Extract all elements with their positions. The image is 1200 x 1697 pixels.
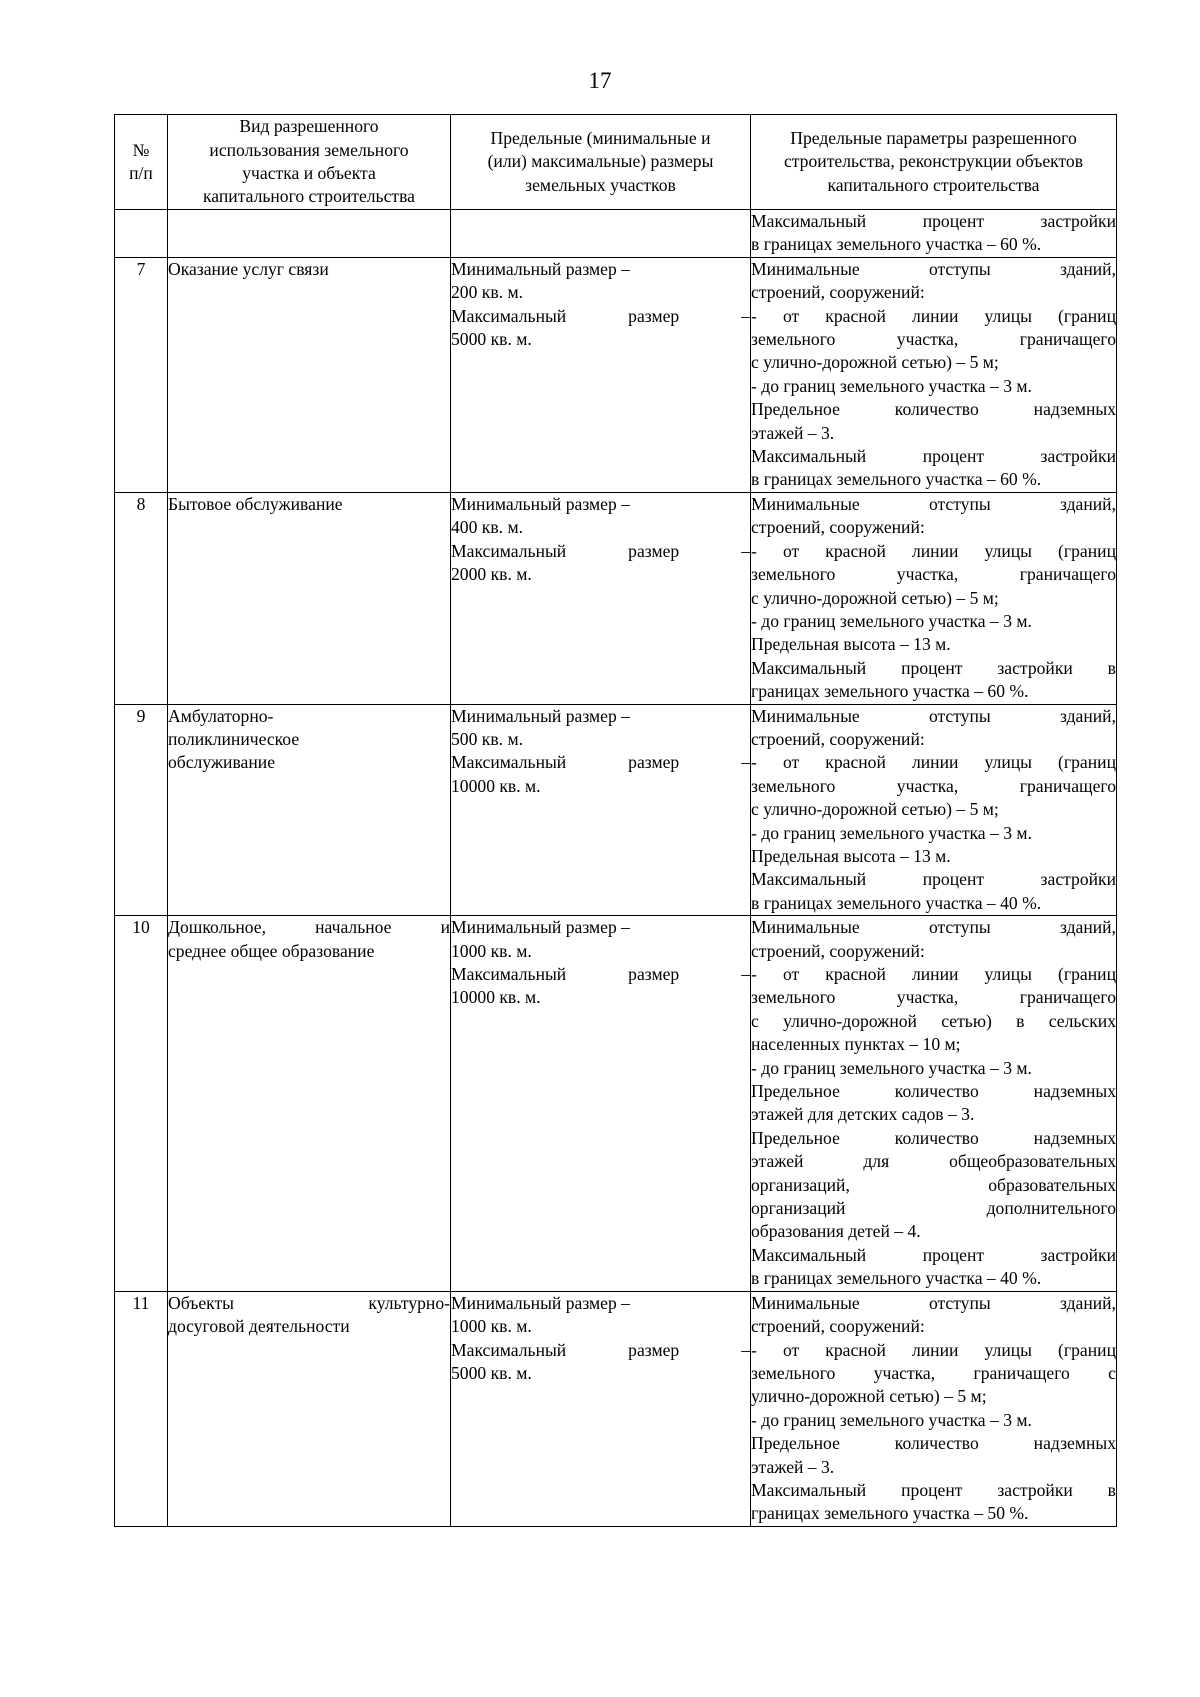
cell-line: обслуживание xyxy=(168,752,275,773)
cell-line: строений, сооружений: xyxy=(751,728,925,749)
construction-parameters-cell xyxy=(751,257,1117,492)
cell-line: с улично-дорожной сетью) – 5 м; xyxy=(751,799,999,820)
cell-line: Минимальный размер – xyxy=(451,493,630,514)
permitted-use-cell xyxy=(168,1291,451,1526)
cell-line: Дошкольное, начальное и xyxy=(168,917,450,938)
header-line: Вид разрешенного xyxy=(239,116,379,137)
cell-line: организаций дополнительного xyxy=(751,1198,1116,1219)
header-permitted-use xyxy=(168,115,451,210)
row-number: 11 xyxy=(115,1291,168,1526)
permitted-use-cell xyxy=(168,210,451,258)
cell-line: этажей – 3. xyxy=(751,422,835,443)
row-number: 8 xyxy=(115,492,168,704)
table-row xyxy=(115,210,1117,258)
cell-line: Минимальные отступы зданий, xyxy=(751,493,1116,514)
cell-line: 200 кв. м. xyxy=(451,282,523,303)
cell-line: с улично-дорожной сетью) – 5 м; xyxy=(751,352,999,373)
cell-line: строений, сооружений: xyxy=(751,1316,925,1337)
row-number: 10 xyxy=(115,916,168,1292)
cell-line: границах земельного участка – 50 %. xyxy=(751,1503,1029,1524)
cell-line: - от красной линии улицы (границ xyxy=(751,540,1116,561)
table-row xyxy=(115,1291,1117,1526)
cell-line: с улично-дорожной сетью) – 5 м; xyxy=(751,587,999,608)
cell-line: организаций, образовательных xyxy=(751,1174,1116,1195)
cell-line: Минимальные отступы зданий, xyxy=(751,705,1116,726)
cell-line: - от красной линии улицы (границ xyxy=(751,305,1116,326)
cell-line: - от красной линии улицы (границ xyxy=(751,964,1116,984)
cell-line: в границах земельного участка – 40 %. xyxy=(751,1268,1042,1289)
cell-line: Минимальный размер – xyxy=(451,705,630,726)
table-row xyxy=(115,704,1117,916)
cell-line: Амбулаторно- xyxy=(168,705,274,726)
cell-line: земельного участка, граничащего xyxy=(751,775,1116,796)
header-number xyxy=(115,115,168,210)
cell-line: 1000 кв. м. xyxy=(451,940,532,961)
cell-line: 1000 кв. м. xyxy=(451,1316,532,1337)
header-line: Предельные (минимальные и xyxy=(490,127,711,148)
construction-parameters-cell xyxy=(751,1291,1117,1526)
cell-line: Оказание услуг связи xyxy=(168,258,329,279)
header-line: использования земельного xyxy=(209,139,409,160)
permitted-use-cell xyxy=(168,257,451,492)
row-number xyxy=(115,210,168,258)
cell-line: Минимальный размер – xyxy=(451,258,630,279)
plot-size-cell xyxy=(451,492,751,704)
cell-line: этажей для общеобразовательных xyxy=(751,1151,1116,1172)
cell-line: Максимальный процент застройки xyxy=(751,1244,1116,1265)
cell-line: земельного участка, граничащего с xyxy=(751,1362,1116,1383)
cell-line: строений, сооружений: xyxy=(751,517,925,538)
cell-line: Максимальный размер – xyxy=(451,1339,750,1360)
cell-line: 500 кв. м. xyxy=(451,728,523,749)
cell-line: Максимальный процент застройки xyxy=(751,446,1116,467)
header-line: п/п xyxy=(129,163,153,183)
cell-line: Максимальный процент застройки xyxy=(751,211,1116,231)
header-line: земельных участков xyxy=(525,174,676,195)
cell-line: Минимальные отступы зданий, xyxy=(751,258,1116,279)
cell-line: Бытовое обслуживание xyxy=(168,493,343,514)
page-number: 17 xyxy=(588,68,612,93)
construction-parameters-cell xyxy=(751,492,1117,704)
cell-line: Объекты культурно- xyxy=(168,1292,450,1313)
cell-line: Минимальные отступы зданий, xyxy=(751,1292,1116,1313)
row-number: 9 xyxy=(115,704,168,916)
header-line: № xyxy=(132,139,150,160)
cell-line: поликлиническое xyxy=(168,728,300,749)
construction-parameters-cell xyxy=(751,916,1117,1292)
cell-line: - до границ земельного участка – 3 м. xyxy=(751,1409,1032,1430)
cell-line: 5000 кв. м. xyxy=(451,329,532,350)
header-construction-parameters xyxy=(751,115,1117,210)
plot-size-cell xyxy=(451,916,751,1292)
cell-line: - до границ земельного участка – 3 м. xyxy=(751,375,1032,396)
cell-line: границах земельного участка – 60 %. xyxy=(751,681,1029,702)
header-line: (или) максимальные) размеры xyxy=(487,151,714,172)
header-plot-size-limits xyxy=(451,115,751,210)
cell-line: Предельное количество надземных xyxy=(751,1433,1116,1454)
cell-line: строений, сооружений: xyxy=(751,282,925,303)
plot-size-cell xyxy=(451,257,751,492)
cell-line: Максимальный процент застройки в xyxy=(751,657,1116,678)
cell-line: земельного участка, граничащего xyxy=(751,564,1116,585)
construction-parameters-cell xyxy=(751,704,1117,916)
cell-line: образования детей – 4. xyxy=(751,1221,921,1242)
cell-line: Максимальный процент застройки в xyxy=(751,1479,1116,1500)
permitted-use-cell xyxy=(168,492,451,704)
cell-line: Предельная высота – 13 м. xyxy=(751,845,951,866)
plot-size-cell xyxy=(451,704,751,916)
cell-line: этажей – 3. xyxy=(751,1456,835,1477)
cell-line: 10000 кв. м. xyxy=(451,775,541,796)
cell-line: Максимальный размер – xyxy=(451,540,750,561)
cell-line: среднее общее образование xyxy=(168,940,375,961)
regulations-table xyxy=(114,114,1117,1527)
header-line: строительства, реконструкции объектов xyxy=(783,151,1084,172)
cell-line: - до границ земельного участка – 3 м. xyxy=(751,822,1032,843)
cell-line: - от красной линии улицы (границ xyxy=(751,1339,1116,1360)
header-line: капитального строительства xyxy=(203,186,415,207)
cell-line: Предельное количество надземных xyxy=(751,1081,1116,1102)
plot-size-cell xyxy=(451,210,751,258)
cell-line: Минимальные отступы зданий, xyxy=(751,917,1116,938)
cell-line: Предельное количество надземных xyxy=(751,1127,1116,1148)
plot-size-cell xyxy=(451,1291,751,1526)
permitted-use-cell xyxy=(168,916,451,1292)
cell-line: Максимальный размер – xyxy=(451,752,750,773)
row-number: 7 xyxy=(115,257,168,492)
cell-line: улично-дорожной сетью) – 5 м; xyxy=(751,1386,987,1407)
cell-line: в границах земельного участка – 40 %. xyxy=(751,892,1042,913)
construction-parameters-cell xyxy=(751,210,1117,258)
cell-line: в границах земельного участка – 60 %. xyxy=(751,469,1042,490)
cell-line: Предельное количество надземных xyxy=(751,399,1116,420)
header-line: Предельные параметры разрешенного xyxy=(790,127,1077,148)
cell-line: в границах земельного участка – 60 %. xyxy=(751,234,1042,255)
cell-line: 5000 кв. м. xyxy=(451,1362,532,1383)
header-line: участка и объекта xyxy=(242,163,376,183)
cell-line: Максимальный размер – xyxy=(451,964,750,984)
cell-line: Предельная высота – 13 м. xyxy=(751,634,951,655)
cell-line: этажей для детских садов – 3. xyxy=(751,1104,975,1125)
table-row xyxy=(115,916,1117,1292)
cell-line: - до границ земельного участка – 3 м. xyxy=(751,610,1032,631)
cell-line: Минимальный размер – xyxy=(451,1292,630,1313)
cell-line: с улично-дорожной сетью) в сельских xyxy=(751,1010,1116,1031)
header-line: капитального строительства xyxy=(827,174,1040,195)
table-body xyxy=(115,210,1117,1527)
permitted-use-cell xyxy=(168,704,451,916)
cell-line: - до границ земельного участка – 3 м. xyxy=(751,1057,1032,1078)
table-row xyxy=(115,492,1117,704)
cell-line: населенных пунктах – 10 м; xyxy=(751,1034,961,1055)
cell-line: Максимальный размер – xyxy=(451,305,750,326)
cell-line: строений, сооружений: xyxy=(751,940,925,961)
table-row xyxy=(115,257,1117,492)
table-header-row xyxy=(115,115,1117,210)
cell-line: земельного участка, граничащего xyxy=(751,329,1116,350)
cell-line: - от красной линии улицы (границ xyxy=(751,752,1116,773)
cell-line: Максимальный процент застройки xyxy=(751,869,1116,890)
cell-line: земельного участка, граничащего xyxy=(751,987,1116,1008)
cell-line: досуговой деятельности xyxy=(168,1316,350,1337)
cell-line: 10000 кв. м. xyxy=(451,987,541,1008)
cell-line: 400 кв. м. xyxy=(451,517,523,538)
cell-line: Минимальный размер – xyxy=(451,917,630,938)
cell-line: 2000 кв. м. xyxy=(451,564,532,585)
